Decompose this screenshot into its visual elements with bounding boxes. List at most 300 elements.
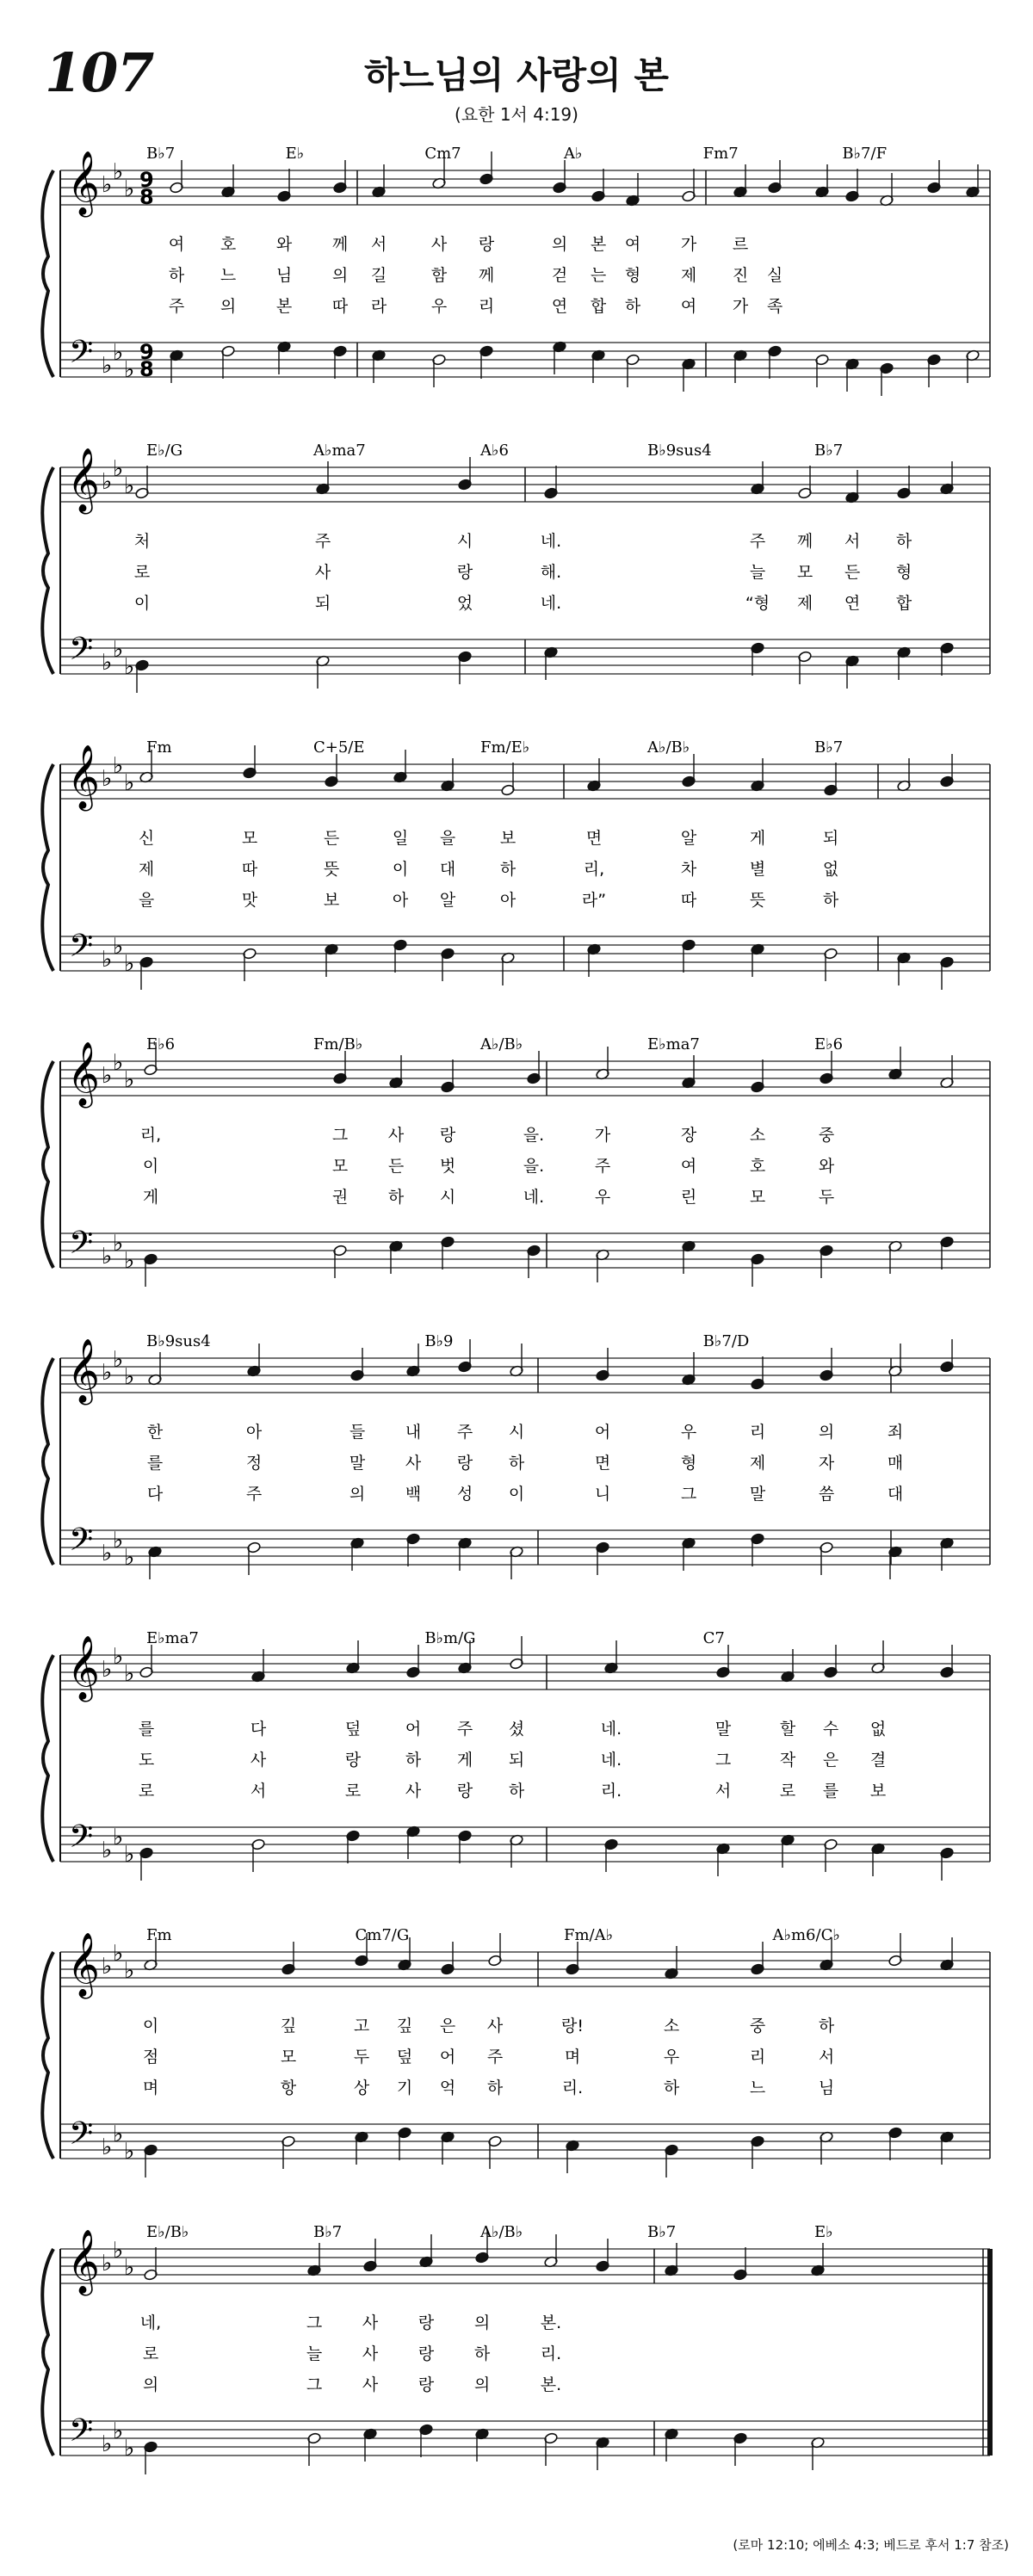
- lyric-syllable: 랑!: [561, 2017, 584, 2035]
- lyric-syllable: 서: [844, 532, 861, 551]
- lyric-syllable: 진: [732, 266, 749, 285]
- key-signature-flat: ♭: [113, 1231, 124, 1257]
- key-signature-flat: ♭: [124, 1842, 135, 1868]
- key-signature-flat: ♭: [113, 456, 124, 482]
- chord-symbol: A♭/B♭: [480, 2223, 523, 2241]
- lyric-syllable: 의: [220, 297, 237, 316]
- music-system-2: [0, 417, 1033, 701]
- lyric-syllable: 로: [344, 1782, 362, 1801]
- lyric-syllable: 을: [439, 829, 456, 848]
- lyric-syllable: 맛: [241, 891, 258, 910]
- lyric-syllable: 본: [275, 297, 293, 316]
- lyric-syllable: 모: [796, 563, 813, 582]
- lyric-syllable: 차: [680, 860, 697, 879]
- key-signature-flat: ♭: [124, 357, 135, 383]
- lyric-syllable: 하: [486, 2079, 504, 2097]
- lyric-syllable: 장: [680, 1126, 697, 1145]
- lyric-syllable: 의: [818, 1423, 835, 1442]
- treble-clef: 𝄞: [67, 745, 100, 809]
- brace: [42, 1061, 53, 1268]
- lyric-syllable: 사: [486, 2017, 504, 2035]
- treble-staff: [60, 764, 990, 799]
- key-signature-flat: ♭: [124, 2139, 135, 2165]
- lyric-syllable: 뜻: [749, 891, 766, 910]
- scripture-reference: (요한 1서 4:19): [455, 104, 578, 125]
- lyric-syllable: 덮: [396, 2048, 413, 2066]
- lyric-syllable: 네,: [139, 2313, 162, 2332]
- lyric-syllable: 니: [594, 1485, 611, 1504]
- lyric-syllable: 여: [680, 297, 697, 316]
- key-signature-flat: ♭: [113, 1528, 124, 1554]
- bass-clef: 𝄢: [69, 334, 94, 378]
- lyric-syllable: 님: [818, 2079, 835, 2097]
- treble-staff: [60, 1655, 990, 1690]
- lyric-syllable: 말: [349, 1454, 366, 1473]
- key-signature-flat: ♭: [124, 176, 135, 202]
- music-system-6: [0, 1605, 1033, 1889]
- chord-symbol: B♭m/G: [424, 1629, 476, 1647]
- key-signature-flat: ♭: [124, 770, 135, 796]
- chord-symbol: B♭7: [647, 2223, 677, 2241]
- key-signature-flat: ♭: [113, 1825, 124, 1850]
- lyric-syllable: 르: [732, 235, 749, 254]
- bass-clef: 𝄢: [69, 1819, 94, 1863]
- lyric-syllable: 며: [142, 2079, 159, 2097]
- lyric-syllable: 없: [822, 860, 839, 879]
- brace: [42, 467, 53, 674]
- lyric-syllable: 제: [796, 594, 813, 613]
- bass-staff: [60, 936, 990, 971]
- lyric-syllable: 형: [895, 563, 912, 582]
- chord-symbol: Fm/E♭: [480, 738, 530, 757]
- lyric-syllable: 그: [714, 1751, 732, 1770]
- lyric-syllable: 로: [138, 1782, 155, 1801]
- key-signature-flat: ♭: [102, 172, 113, 198]
- lyric-syllable: 라”: [581, 891, 607, 910]
- lyric-syllable: 를: [146, 1454, 164, 1473]
- key-signature-flat: ♭: [102, 947, 113, 973]
- lyric-syllable: 하: [499, 860, 516, 879]
- lyric-syllable: 이: [133, 594, 151, 613]
- lyric-syllable: 합: [895, 594, 912, 613]
- bass-staff: [60, 2421, 990, 2456]
- key-signature-flat: ♭: [102, 650, 113, 676]
- lyric-syllable: 상: [353, 2079, 370, 2097]
- lyric-syllable: 성: [456, 1485, 473, 1504]
- lyric-syllable: 는: [590, 266, 607, 285]
- key-signature-flat: ♭: [124, 1364, 135, 1390]
- lyric-syllable: 고: [353, 2017, 370, 2035]
- key-signature-flat: ♭: [102, 469, 113, 495]
- chord-symbol: B♭7/D: [702, 1332, 750, 1350]
- lyric-syllable: 이: [392, 860, 409, 879]
- lyric-syllable: 말: [714, 1720, 732, 1739]
- chord-symbol: Cm7/G: [355, 1926, 410, 1944]
- lyric-syllable: 며: [564, 2048, 581, 2066]
- lyric-syllable: 신: [138, 829, 155, 848]
- lyric-syllable: 주: [749, 532, 766, 551]
- lyric-syllable: 께: [331, 235, 349, 254]
- key-signature-flat: ♭: [124, 1661, 135, 1687]
- chord-symbol: A♭/B♭: [480, 1035, 523, 1053]
- lyric-syllable: 사: [362, 2344, 379, 2363]
- key-signature-flat: ♭: [113, 753, 124, 779]
- lyric-syllable: 해.: [540, 563, 562, 582]
- treble-clef: 𝄞: [67, 1339, 100, 1403]
- lyric-syllable: 이: [508, 1485, 525, 1504]
- key-signature-flat: ♭: [102, 1838, 113, 1863]
- treble-clef: 𝄞: [67, 448, 100, 512]
- lyric-syllable: 수: [822, 1720, 839, 1739]
- lyric-syllable: 말: [749, 1485, 766, 1504]
- key-signature-flat: ♭: [124, 473, 135, 499]
- key-signature-flat: ♭: [124, 654, 135, 680]
- lyric-syllable: 제: [680, 266, 697, 285]
- lyric-syllable: 린: [680, 1188, 697, 1207]
- lyric-syllable: 이: [142, 2017, 159, 2035]
- lyric-syllable: 그: [680, 1485, 697, 1504]
- page-title: 하느님의 사랑의 본: [364, 54, 669, 96]
- lyric-syllable: 제: [749, 1454, 766, 1473]
- lyric-syllable: 호: [749, 1157, 766, 1176]
- treble-clef: 𝄞: [67, 2230, 100, 2294]
- lyric-syllable: 사: [362, 2375, 379, 2394]
- lyric-syllable: 아: [392, 891, 409, 910]
- key-signature-flat: ♭: [113, 1050, 124, 1076]
- lyric-syllable: 깊: [396, 2017, 413, 2035]
- bass-clef: 𝄢: [69, 2412, 94, 2456]
- key-signature-flat: ♭: [102, 2134, 113, 2160]
- lyric-syllable: 은: [822, 1751, 839, 1770]
- lyric-syllable: 중: [818, 1126, 835, 1145]
- bass-clef: 𝄢: [69, 631, 94, 675]
- lyric-syllable: 리.: [540, 2344, 562, 2363]
- lyric-syllable: 별: [749, 860, 766, 879]
- lyric-syllable: 사: [387, 1126, 405, 1145]
- lyric-syllable: 모: [241, 829, 258, 848]
- chord-symbol: B♭7: [146, 145, 176, 163]
- lyric-syllable: 느: [220, 266, 237, 285]
- bass-staff: [60, 1233, 990, 1268]
- lyric-syllable: 님: [275, 266, 293, 285]
- bass-clef: 𝄢: [69, 2116, 94, 2159]
- lyric-syllable: 결: [869, 1751, 887, 1770]
- lyric-syllable: 알: [680, 829, 697, 848]
- treble-staff: [60, 1952, 990, 1986]
- lyric-syllable: 억: [439, 2079, 456, 2097]
- lyric-syllable: 여: [680, 1157, 697, 1176]
- lyric-syllable: 셨: [508, 1720, 525, 1739]
- lyric-syllable: 모: [749, 1188, 766, 1207]
- lyric-syllable: 께: [478, 266, 495, 285]
- lyric-syllable: 네.: [600, 1720, 622, 1739]
- lyric-syllable: 주: [594, 1157, 611, 1176]
- chord-symbol: E♭6: [814, 1035, 844, 1053]
- lyric-syllable: 여: [168, 235, 185, 254]
- music-system-3: [0, 714, 1033, 998]
- lyric-syllable: 사: [430, 235, 448, 254]
- lyric-syllable: 주: [314, 532, 331, 551]
- treble-clef: 𝄞: [67, 1042, 100, 1106]
- key-signature-flat: ♭: [102, 1954, 113, 1980]
- treble-clef: 𝄞: [67, 151, 100, 215]
- lyric-syllable: 네.: [540, 532, 562, 551]
- lyric-syllable: 그: [306, 2313, 323, 2332]
- lyric-syllable: 랑: [456, 1782, 473, 1801]
- bass-staff: [60, 2124, 990, 2159]
- key-signature-flat: ♭: [102, 2431, 113, 2457]
- lyric-syllable: 하: [387, 1188, 405, 1207]
- key-signature-flat: ♭: [102, 1360, 113, 1386]
- lyric-syllable: 권: [331, 1188, 349, 1207]
- lyric-syllable: 항: [280, 2079, 297, 2097]
- key-signature-flat: ♭: [102, 1063, 113, 1089]
- lyric-syllable: 따: [241, 860, 258, 879]
- brace: [42, 2249, 53, 2456]
- lyric-syllable: 이: [142, 1157, 159, 1176]
- key-signature-flat: ♭: [113, 340, 124, 366]
- key-signature-flat: ♭: [124, 951, 135, 977]
- lyric-syllable: 서: [250, 1782, 267, 1801]
- lyric-syllable: 리,: [139, 1126, 162, 1145]
- lyric-syllable: 그: [306, 2375, 323, 2394]
- lyric-syllable: 서: [714, 1782, 732, 1801]
- lyric-syllable: 랑: [418, 2313, 435, 2332]
- lyric-syllable: 연: [844, 594, 861, 613]
- lyric-syllable: 내: [405, 1423, 422, 1442]
- key-signature-flat: ♭: [102, 2251, 113, 2276]
- lyric-syllable: 소: [663, 2017, 680, 2035]
- lyric-syllable: 중: [749, 2017, 766, 2035]
- lyric-syllable: 본.: [540, 2313, 562, 2332]
- lyric-syllable: 가: [732, 297, 749, 316]
- lyric-syllable: 면: [594, 1454, 611, 1473]
- lyric-syllable: 길: [370, 266, 387, 285]
- lyric-syllable: 연: [551, 297, 568, 316]
- lyric-syllable: 일: [392, 829, 409, 848]
- lyric-syllable: 리: [478, 297, 495, 316]
- lyric-syllable: 함: [430, 266, 448, 285]
- hymn-number: 107: [45, 41, 154, 104]
- treble-staff: [60, 1358, 990, 1393]
- key-signature-flat: ♭: [102, 1657, 113, 1683]
- lyric-syllable: 로: [779, 1782, 796, 1801]
- lyric-syllable: 족: [766, 297, 783, 316]
- lyric-syllable: 깊: [280, 2017, 297, 2035]
- lyric-syllable: 은: [439, 2017, 456, 2035]
- lyric-syllable: 주: [486, 2048, 504, 2066]
- bass-clef: 𝄢: [69, 1225, 94, 1269]
- lyric-syllable: 따: [680, 891, 697, 910]
- key-signature-flat: ♭: [124, 1545, 135, 1571]
- key-signature-flat: ♭: [124, 2436, 135, 2462]
- key-signature-flat: ♭: [113, 1941, 124, 1967]
- chord-symbol: E♭: [285, 145, 305, 163]
- lyric-syllable: 느: [749, 2079, 766, 2097]
- lyric-syllable: 한: [146, 1423, 164, 1442]
- lyric-syllable: 보: [499, 829, 516, 848]
- lyric-syllable: 하: [168, 266, 185, 285]
- lyric-syllable: 소: [749, 1126, 766, 1145]
- lyric-syllable: 그: [331, 1126, 349, 1145]
- key-signature-flat: ♭: [102, 766, 113, 792]
- key-signature-flat: ♭: [113, 2418, 124, 2444]
- chord-symbol: A♭6: [480, 442, 509, 460]
- music-system-7: [0, 1902, 1033, 2186]
- lyric-syllable: 알: [439, 891, 456, 910]
- lyric-syllable: 작: [779, 1751, 796, 1770]
- lyric-syllable: 합: [590, 297, 607, 316]
- chord-symbol: Fm: [146, 1926, 172, 1944]
- chord-symbol: Fm/B♭: [313, 1035, 363, 1053]
- chord-symbol: Cm7: [424, 145, 461, 163]
- lyric-syllable: 다: [250, 1720, 267, 1739]
- lyric-syllable: 기: [396, 2079, 413, 2097]
- lyric-syllable: 리,: [583, 860, 605, 879]
- key-signature-flat: ♭: [113, 2122, 124, 2147]
- chord-symbol: Fm/A♭: [564, 1926, 614, 1944]
- bass-clef: 𝄢: [69, 1522, 94, 1566]
- lyric-syllable: “형: [745, 594, 770, 613]
- lyric-syllable: 형: [680, 1454, 697, 1473]
- lyric-syllable: 매: [887, 1454, 904, 1473]
- treble-staff: [60, 1061, 990, 1096]
- key-signature-flat: ♭: [124, 1067, 135, 1093]
- lyric-syllable: 여: [624, 235, 641, 254]
- lyric-syllable: 도: [138, 1751, 155, 1770]
- lyric-syllable: 다: [146, 1485, 164, 1504]
- lyric-syllable: 사: [250, 1751, 267, 1770]
- lyric-syllable: 없: [869, 1720, 887, 1739]
- treble-clef: 𝄞: [67, 1636, 100, 1700]
- brace: [42, 1952, 53, 2159]
- lyric-syllable: 께: [796, 532, 813, 551]
- key-signature-flat: ♭: [113, 637, 124, 663]
- lyric-syllable: 어: [405, 1720, 422, 1739]
- lyric-syllable: 들: [349, 1423, 366, 1442]
- lyric-syllable: 의: [473, 2375, 491, 2394]
- lyric-syllable: 랑: [439, 1126, 456, 1145]
- lyric-syllable: 게: [456, 1751, 473, 1770]
- chord-symbol: E♭ma7: [647, 1035, 700, 1053]
- lyric-syllable: 씀: [818, 1485, 835, 1504]
- chord-symbol: B♭9: [424, 1332, 454, 1350]
- lyric-syllable: 사: [314, 563, 331, 582]
- bass-clef: 𝄢: [69, 928, 94, 972]
- lyric-syllable: 주: [456, 1720, 473, 1739]
- chord-symbol: C7: [702, 1629, 725, 1647]
- music-system-4: [0, 1011, 1033, 1295]
- lyric-syllable: 랑: [456, 1454, 473, 1473]
- brace: [42, 764, 53, 971]
- chord-symbol: C+5/E: [313, 738, 365, 757]
- lyric-syllable: 를: [822, 1782, 839, 1801]
- key-signature-flat: ♭: [113, 1644, 124, 1670]
- chord-symbol: E♭: [814, 2223, 833, 2241]
- lyric-syllable: 두: [353, 2048, 370, 2066]
- lyric-syllable: 점: [142, 2048, 159, 2066]
- lyric-syllable: 가: [594, 1126, 611, 1145]
- chord-symbol: B♭9sus4: [647, 442, 712, 460]
- time-signature-bass-bottom: 8: [139, 357, 154, 381]
- lyric-syllable: 리: [749, 1423, 766, 1442]
- lyric-syllable: 주: [245, 1485, 263, 1504]
- lyric-syllable: 든: [844, 563, 861, 582]
- lyric-syllable: 든: [323, 829, 340, 848]
- lyric-syllable: 을.: [523, 1126, 545, 1145]
- lyric-syllable: 호: [220, 235, 237, 254]
- lyric-syllable: 의: [349, 1485, 366, 1504]
- lyric-syllable: 아: [499, 891, 516, 910]
- lyric-syllable: 주: [168, 297, 185, 316]
- lyric-syllable: 두: [818, 1188, 835, 1207]
- lyric-syllable: 대: [887, 1485, 904, 1504]
- lyric-syllable: 리.: [561, 2079, 584, 2097]
- lyric-syllable: 리.: [600, 1782, 622, 1801]
- lyric-syllable: 사: [405, 1782, 422, 1801]
- lyric-syllable: 걷: [551, 266, 568, 285]
- lyric-syllable: 시: [508, 1423, 525, 1442]
- lyric-syllable: 우: [594, 1188, 611, 1207]
- lyric-syllable: 시: [439, 1188, 456, 1207]
- chord-symbol: B♭7: [814, 738, 844, 757]
- lyric-syllable: 네.: [540, 594, 562, 613]
- lyric-syllable: 주: [456, 1423, 473, 1442]
- lyric-syllable: 랑: [478, 235, 495, 254]
- chord-symbol: A♭m6/C♭: [772, 1926, 840, 1944]
- lyric-syllable: 우: [680, 1423, 697, 1442]
- chord-symbol: B♭7: [814, 442, 844, 460]
- chord-symbol: Fm: [146, 738, 172, 757]
- chord-symbol: B♭9sus4: [146, 1332, 211, 1350]
- lyric-syllable: 를: [138, 1720, 155, 1739]
- lyric-syllable: 의: [331, 266, 349, 285]
- lyric-syllable: 어: [439, 2048, 456, 2066]
- lyric-syllable: 자: [818, 1454, 835, 1473]
- time-signature-treble-top: 9: [139, 168, 154, 192]
- key-signature-flat: ♭: [124, 1958, 135, 1984]
- key-signature-flat: ♭: [113, 159, 124, 185]
- key-signature-flat: ♭: [113, 934, 124, 960]
- lyric-syllable: 뜻: [323, 860, 340, 879]
- music-system-1: [0, 120, 1033, 405]
- lyric-syllable: 하: [895, 532, 912, 551]
- lyric-syllable: 보: [323, 891, 340, 910]
- lyric-syllable: 랑: [344, 1751, 362, 1770]
- lyric-syllable: 따: [331, 297, 349, 316]
- music-system-5: [0, 1308, 1033, 1592]
- lyric-syllable: 정: [245, 1454, 263, 1473]
- lyric-syllable: 라: [370, 297, 387, 316]
- chord-symbol: E♭/G: [146, 442, 183, 460]
- lyric-syllable: 로: [133, 563, 151, 582]
- chord-symbol: Fm7: [702, 145, 739, 163]
- lyric-syllable: 사: [362, 2313, 379, 2332]
- lyric-syllable: 하: [508, 1454, 525, 1473]
- lyric-syllable: 하: [818, 2017, 835, 2035]
- lyric-syllable: 하: [473, 2344, 491, 2363]
- lyric-syllable: 의: [551, 235, 568, 254]
- brace: [42, 1358, 53, 1565]
- treble-clef: 𝄞: [67, 1933, 100, 1997]
- lyric-syllable: 와: [275, 235, 293, 254]
- chord-symbol: E♭/B♭: [146, 2223, 189, 2241]
- lyric-syllable: 게: [142, 1188, 159, 1207]
- lyric-syllable: 늘: [749, 563, 766, 582]
- lyric-syllable: 되: [508, 1751, 525, 1770]
- key-signature-flat: ♭: [113, 1347, 124, 1373]
- lyric-syllable: 우: [430, 297, 448, 316]
